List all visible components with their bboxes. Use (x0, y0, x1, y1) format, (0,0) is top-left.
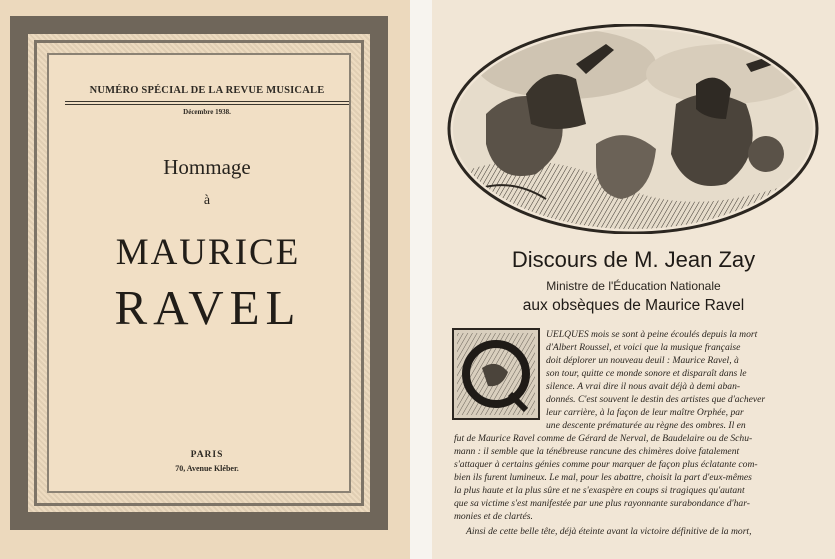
article-title: Discours de M. Jean Zay (511, 247, 756, 272)
body-line: s'attaquer à certains génies comme pour marquer de façon plus éclatante com- (454, 459, 758, 470)
body-line: mann : il semble que la ténébreuse rancune des chimères doive fatalement (454, 446, 740, 457)
cover-frame (10, 16, 388, 530)
cover-frame-inner (34, 40, 364, 506)
cover-first-name: MAURICE (115, 232, 301, 273)
allegorical-engraving (446, 24, 820, 234)
article-subtitle-2: aux obsèques de Maurice Ravel (522, 297, 745, 314)
q-dropcap-ornament (452, 328, 540, 420)
body-line: fut de Maurice Ravel comme de Gérard de Nerval, de Baudelaire ou de Schu- (454, 433, 753, 444)
body-line: UELQUES mois se sont à peine écoulés depuis la mort (546, 329, 758, 340)
cover-banner: NUMÉRO SPÉCIAL DE LA REVUE MUSICALE (89, 85, 325, 96)
cover-hommage: Hommage (163, 155, 251, 179)
body-line: la plus haute et la plus sûre et ne s'exaspère en coups si tragiques qu'autant (454, 485, 745, 496)
cover-address: 70, Avenue Kléber. (175, 464, 239, 473)
body-line: leur carrière, à la façon de leur maître Orphée, par (546, 407, 744, 418)
cover-rule (65, 101, 349, 105)
cover-page (0, 0, 410, 559)
article-page (432, 0, 835, 559)
body-line: une descente prématurée au règne des ombres. Il en (546, 420, 746, 431)
body-line: que sa victime s'est manifestée par une plus rayonnante surabondance d'har- (454, 498, 750, 509)
body-line: Ainsi de cette belle tête, déjà éteinte avant la victoire définitive de la mort, (466, 526, 752, 537)
body-line: doit déplorer un nouveau deuil : Maurice Ravel, à (546, 355, 739, 366)
body-line: donnés. C'est souvent le destin des artistes que d'achever (546, 394, 766, 405)
cover-date: Décembre 1938. (183, 108, 231, 116)
page-gutter (410, 0, 432, 559)
cover-city: PARIS (190, 450, 224, 460)
cover-last-name: RAVEL (114, 280, 302, 335)
body-line: silence. A vrai dire il nous avait déjà à demi aban- (546, 381, 741, 392)
cover-panel (47, 53, 351, 493)
cover-preposition: à (203, 193, 211, 208)
article-subtitle: Ministre de l'Éducation Nationale (546, 279, 721, 293)
body-line: d'Albert Roussel, et voici que la musique française (546, 342, 741, 353)
body-line: monies et de clartés. (454, 511, 533, 522)
body-line: bien ils furent lumineux. Le mal, pour les abattre, choisit la part d'eux-mêmes (454, 472, 752, 483)
body-line: son tour, quitte ce monde sonore et disparaît dans le (546, 368, 747, 379)
